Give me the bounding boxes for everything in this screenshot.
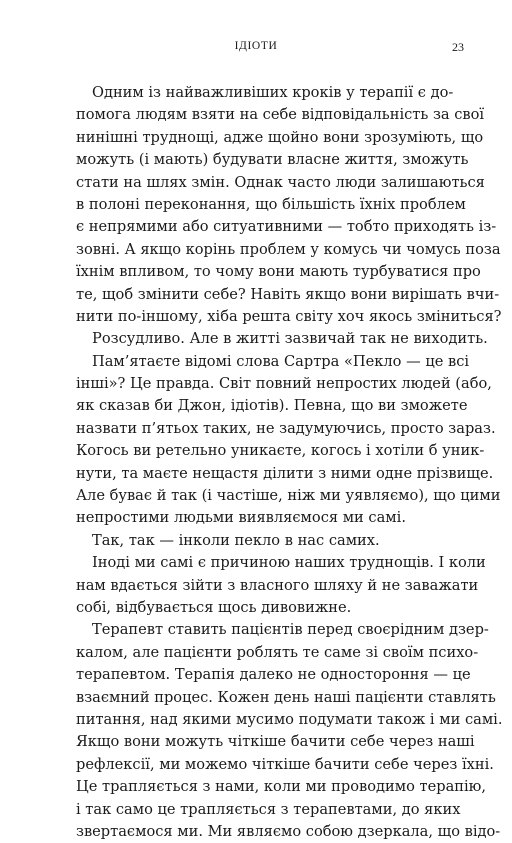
text-line: Але буває й так (і частіше, ніж ми уявляємо), що цими	[76, 487, 501, 505]
text-line: Розсудливо. Але в житті зазвичай так не виходить.	[92, 330, 488, 348]
text-line: Терапевт ставить пацієнтів перед своєрідним дзер-	[92, 621, 489, 639]
text-line: в полоні переконання, що більшість їхніх проблем	[76, 195, 466, 213]
text-line: питання, над якими мусимо подумати також і ми самі.	[76, 710, 503, 728]
text-line: нути, та маєте нещастя ділити з ними одне прізвище.	[76, 464, 494, 482]
text-line: інші»? Це правда. Світ повний непростих людей (або,	[76, 375, 492, 393]
running-head: ІДІОТИ	[234, 40, 278, 52]
text-line: зовні. А якщо корінь проблем у комусь чи чомусь поза	[76, 240, 501, 258]
text-line: Якщо вони можуть чіткіше бачити себе через наші	[76, 733, 475, 751]
text-line: їхнім впливом, то чому вони мають турбуватися про	[76, 263, 481, 281]
body-text	[76, 82, 503, 843]
text-line: нам вдається зійти з власного шляху й не заважати	[76, 576, 479, 594]
text-line: і так само це трапляється з терапевтами, до яких	[76, 800, 461, 818]
text-line: непростими людьми виявляємося ми самі.	[76, 509, 406, 527]
page-number: 23	[452, 40, 464, 54]
text-line: як сказав би Джон, ідіотів). Певна, що ви зможете	[76, 397, 468, 415]
text-line: нинішні труднощі, адже щойно вони зрозуміють, що	[76, 128, 484, 146]
text-line: Когось ви ретельно уникаєте, когось і хотіли б уник-	[76, 442, 485, 460]
text-line: Так, так — інколи пекло в нас самих.	[92, 531, 380, 549]
text-line: рефлексії, ми можемо чіткіше бачити себе через їхні.	[76, 755, 494, 773]
text-line: звертаємося ми. Ми являємо собою дзеркала, що відо-	[76, 822, 501, 840]
text-line: стати на шлях змін. Однак часто люди залишаються	[76, 173, 485, 191]
text-line: є непрямими або ситуативними — тобто приходять із-	[76, 218, 497, 236]
text-line: нити по-іншому, хіба решта світу хоч якось зміниться?	[76, 307, 502, 325]
text-line: те, щоб змінити себе? Навіть якщо вони вирішать вчи-	[76, 285, 500, 303]
text-line: Одним із найважливіших кроків у терапії є до-	[92, 84, 454, 101]
text-line: Іноді ми самі є причиною наших труднощів. І коли	[92, 554, 486, 572]
text-line: назвати п’ятьох таких, не задумуючись, просто зараз.	[76, 419, 496, 437]
text-line: можуть (і мають) будувати власне життя, зможуть	[76, 151, 469, 169]
text-line: взаємний процес. Кожен день наші пацієнти ставлять	[76, 688, 496, 706]
text-line: собі, відбувається щось дивовижне.	[76, 598, 352, 616]
text-line: терапевтом. Терапія далеко не одностороння — це	[76, 666, 471, 684]
text-line: Це трапляється з нами, коли ми проводимо терапію,	[76, 778, 487, 796]
text-line: помога людям взяти на себе відповідальність за свої	[76, 106, 485, 124]
text-line: Пам’ятаєте відомі слова Сартра «Пекло — це всі	[92, 352, 470, 370]
text-line: калом, але пацієнти роблять те саме зі своїм психо-	[76, 643, 479, 661]
